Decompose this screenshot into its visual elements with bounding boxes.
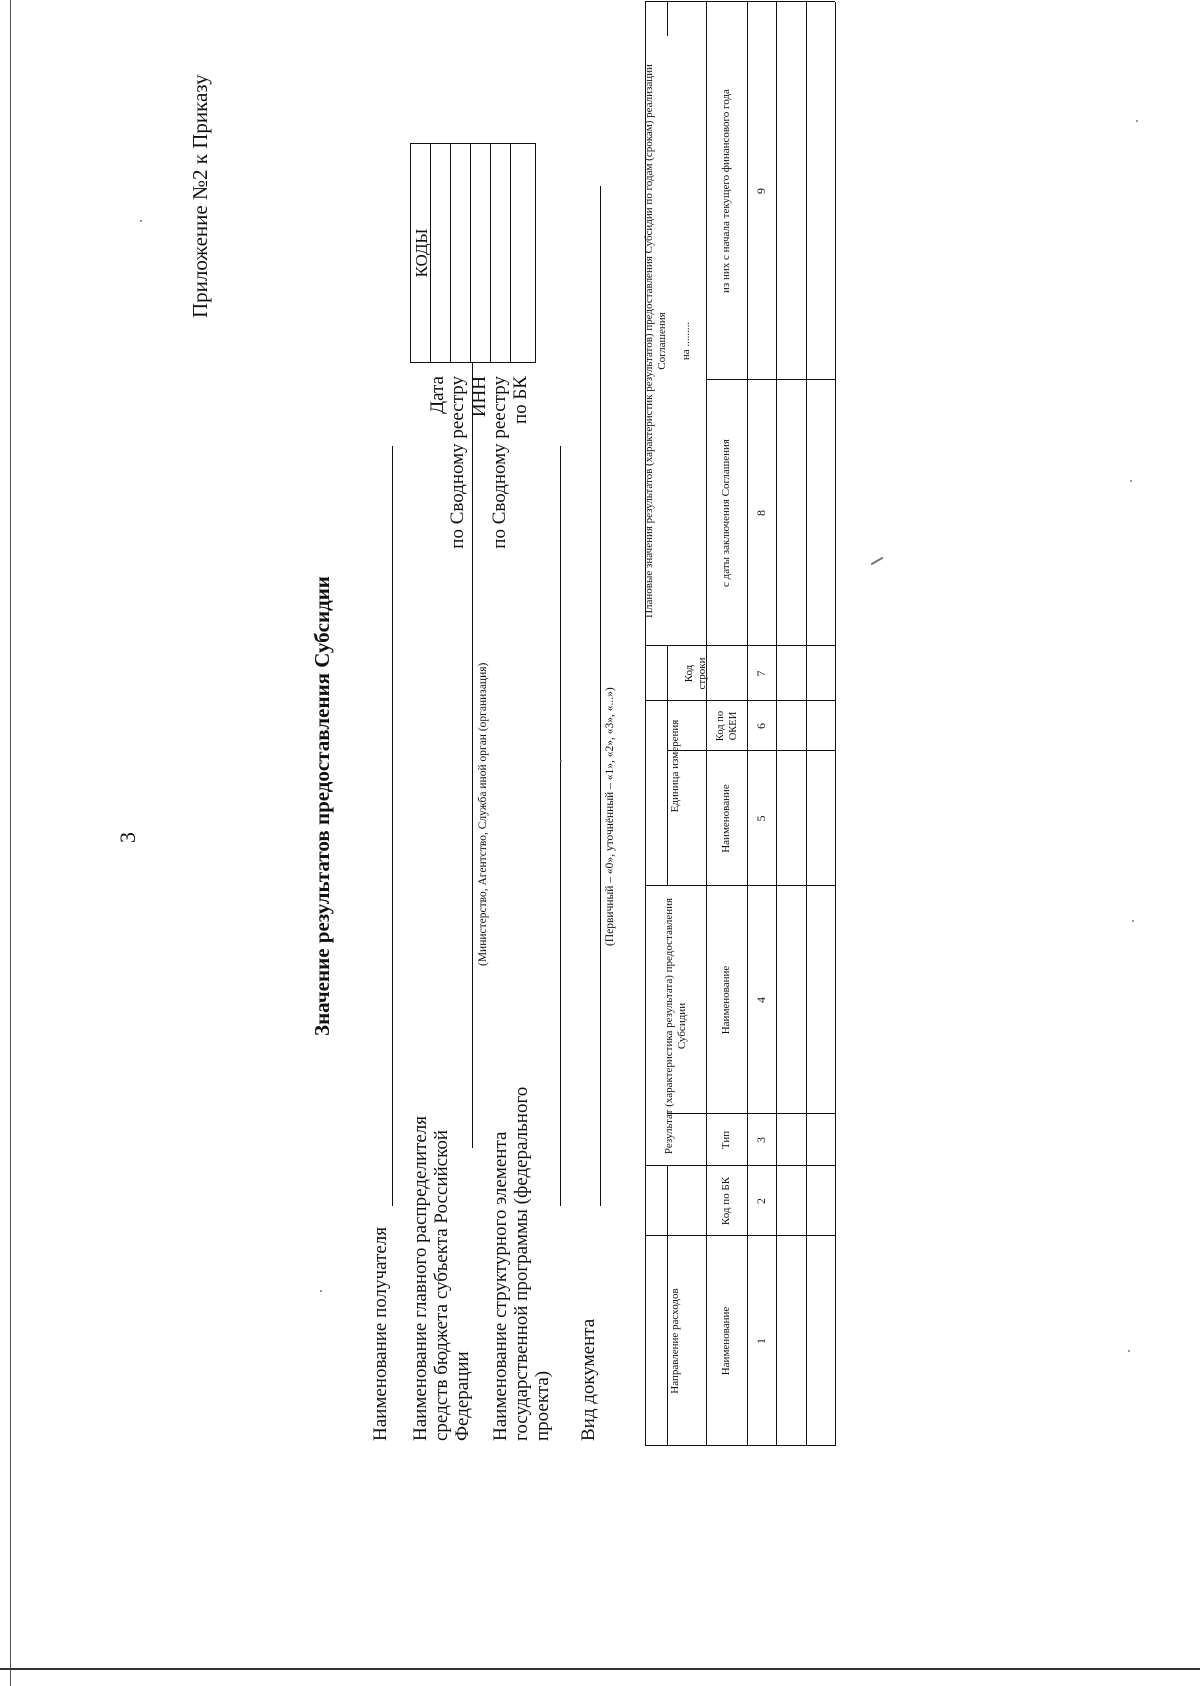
table-rule — [835, 2, 836, 1446]
code-label-registry-1: по Сводному реестру — [447, 376, 468, 549]
unit-header: Единица измерения — [669, 719, 681, 813]
column-number: 4 — [754, 997, 768, 1003]
codes-row-registry-2 — [491, 144, 511, 362]
table-rule — [667, 2, 668, 36]
structural-element-line — [560, 446, 561, 1206]
codes-row-registry-1 — [451, 144, 471, 362]
recipient-line — [392, 446, 393, 1206]
result-header: Результат (характеристика результата) предоставления Субсидии — [662, 897, 688, 1155]
code-label-registry-2: по Сводному реестру — [489, 376, 510, 549]
distributor-label: Наименование главного распределителя средств бюджета субъекта Российской Федерации — [410, 1116, 473, 1441]
result-name-header: Наименование — [720, 965, 732, 1035]
code-okei-header: Код по ОКЕИ — [714, 710, 739, 742]
document-title: Значение результатов предоставления Субсидии — [310, 576, 334, 1036]
scan-speck — [140, 220, 142, 222]
table-rule — [806, 2, 807, 1446]
page-number: 3 — [115, 832, 140, 843]
table-rule — [776, 2, 777, 1446]
codes-row-bk — [511, 144, 531, 362]
recipient-label: Наименование получателя — [370, 1227, 391, 1441]
column-number: 6 — [754, 723, 768, 729]
scan-speck — [1132, 920, 1134, 922]
column-number: 9 — [754, 188, 768, 194]
column-number: 1 — [754, 1338, 768, 1344]
doc-type-line — [600, 186, 601, 1206]
column-number: 8 — [754, 510, 768, 516]
scan-speck — [320, 1290, 322, 1292]
structural-element-label: Наименование структурного элемента государственной программы (федерального проекта) — [490, 1086, 553, 1441]
doc-type-label: Вид документа — [578, 1318, 599, 1441]
from-agreement-header: с даты заключения Соглашения — [720, 439, 732, 587]
code-label-bk: по БК — [510, 376, 531, 425]
code-label-date: Дата — [427, 376, 448, 414]
codes-header: КОДЫ — [411, 144, 431, 362]
column-number: 2 — [754, 1198, 768, 1204]
scan-speck — [1136, 120, 1138, 122]
column-number: 7 — [754, 670, 768, 677]
org-hint: (Министерство, Агентство, Служба иной орган (организация) — [477, 662, 489, 966]
expense-direction-header: Направление расходов — [669, 1288, 681, 1394]
code-label-inn: ИНН — [469, 376, 490, 418]
line-code-header: Код строки — [683, 657, 708, 690]
on-date-header: на ......... — [680, 321, 692, 361]
column-number: 3 — [754, 1137, 768, 1143]
scan-speck — [1128, 1350, 1130, 1352]
scan-speck — [560, 760, 562, 762]
codes-row-date — [431, 144, 451, 362]
planned-values-header: Плановые значения результатов (характеристик результатов) предоставления Субсидии по годам (срокам) реализации Соглашения — [643, 64, 668, 618]
appendix-note: Приложение №2 к Приказу — [188, 74, 212, 318]
from-year-start-header: из них с начала текущего финансового года — [720, 89, 732, 293]
column-number: 5 — [754, 815, 768, 822]
scan-speck — [1130, 480, 1132, 482]
unit-name-header: Наименование — [720, 784, 732, 853]
code-bk-header: Код по БК — [720, 1176, 732, 1226]
result-type-header: Тип — [720, 1130, 732, 1150]
codes-box — [410, 143, 536, 363]
codes-row-inn — [471, 144, 491, 362]
expense-name-header: Наименование — [720, 1306, 732, 1376]
doc-type-hint: (Первичный – «0», уточнённый – «1», «2», «3», «...») — [604, 687, 616, 946]
